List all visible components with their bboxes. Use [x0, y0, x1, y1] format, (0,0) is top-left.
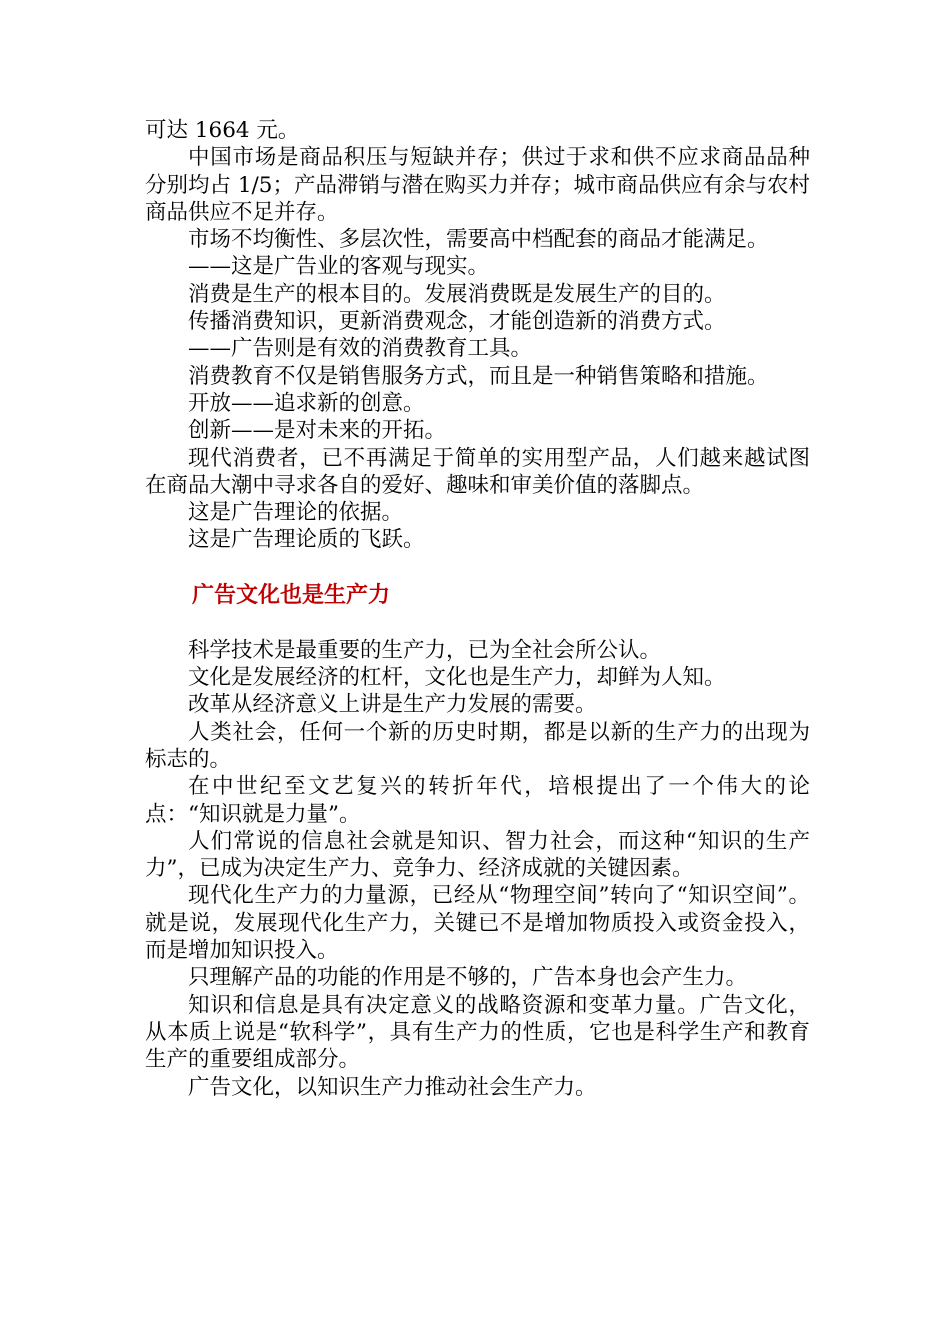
paragraph: 传播消费知识，更新消费观念，才能创造新的消费方式。 — [188, 309, 726, 335]
paragraph: 科学技术是最重要的生产力，已为全社会所公认。 — [188, 637, 662, 663]
paragraph: 知识和信息是具有决定意义的战略资源和变革力量。广告文化，从本质上说是“软科学”，具有生产力的性质，它也是科学生产和教育生产的重要组成部分。 — [145, 992, 810, 1073]
paragraph: ——这是广告业的客观与现实。 — [188, 254, 490, 280]
paragraph: 广告文化，以知识生产力推动社会生产力。 — [188, 1074, 597, 1100]
paragraph: 可达 1664 元。 — [145, 118, 300, 143]
paragraph: 创新——是对未来的开拓。 — [188, 418, 447, 444]
paragraph: 文化是发展经济的杠杆，文化也是生产力，却鲜为人知。 — [188, 665, 726, 691]
paragraph: 人们常说的信息社会就是知识、智力社会，而这种“知识的生产力”，已成为决定生产力、竞争力、经济成就的关键因素。 — [145, 828, 810, 882]
paragraph: 改革从经济意义上讲是生产力发展的需要。 — [188, 692, 597, 718]
section-heading: 广告文化也是生产力 — [192, 582, 391, 608]
paragraph: ——广告则是有效的消费教育工具。 — [188, 336, 533, 362]
paragraph: 现代化生产力的力量源，已经从“物理空间”转向了“知识空间”。就是说，发展现代化生产力，关键已不是增加物质投入或资金投入，而是增加知识投入。 — [145, 883, 810, 964]
paragraph: 人类社会，任何一个新的历史时期，都是以新的生产力的出现为标志的。 — [145, 719, 810, 772]
paragraph: 开放——追求新的创意。 — [188, 390, 425, 416]
paragraph: 这是广告理论的依据。 — [188, 500, 404, 526]
paragraph: 现代消费者，已不再满足于简单的实用型产品，人们越来越试图在商品大潮中寻求各自的爱好、趣味和审美价值的落脚点。 — [145, 445, 810, 498]
paragraph: 只理解产品的功能的作用是不够的，广告本身也会产生力。 — [188, 965, 748, 991]
paragraph: 这是广告理论质的飞跃。 — [188, 527, 425, 553]
paragraph: 消费教育不仅是销售服务方式，而且是一种销售策略和措施。 — [188, 363, 769, 389]
paragraph: 在中世纪至文艺复兴的转折年代，培根提出了一个伟大的论点：“知识就是力量”。 — [145, 774, 810, 827]
paragraph: 中国市场是商品积压与短缺并存；供过于求和供不应求商品品种分别均占 1/5；产品滞销与潜在购买力并存；城市商品供应有余与农村商品供应不足并存。 — [145, 145, 810, 225]
paragraph: 消费是生产的根本目的。发展消费既是发展生产的目的。 — [188, 281, 726, 307]
document-body — [145, 117, 810, 1101]
paragraph: 市场不均衡性、多层次性，需要高中档配套的商品才能满足。 — [188, 227, 769, 253]
